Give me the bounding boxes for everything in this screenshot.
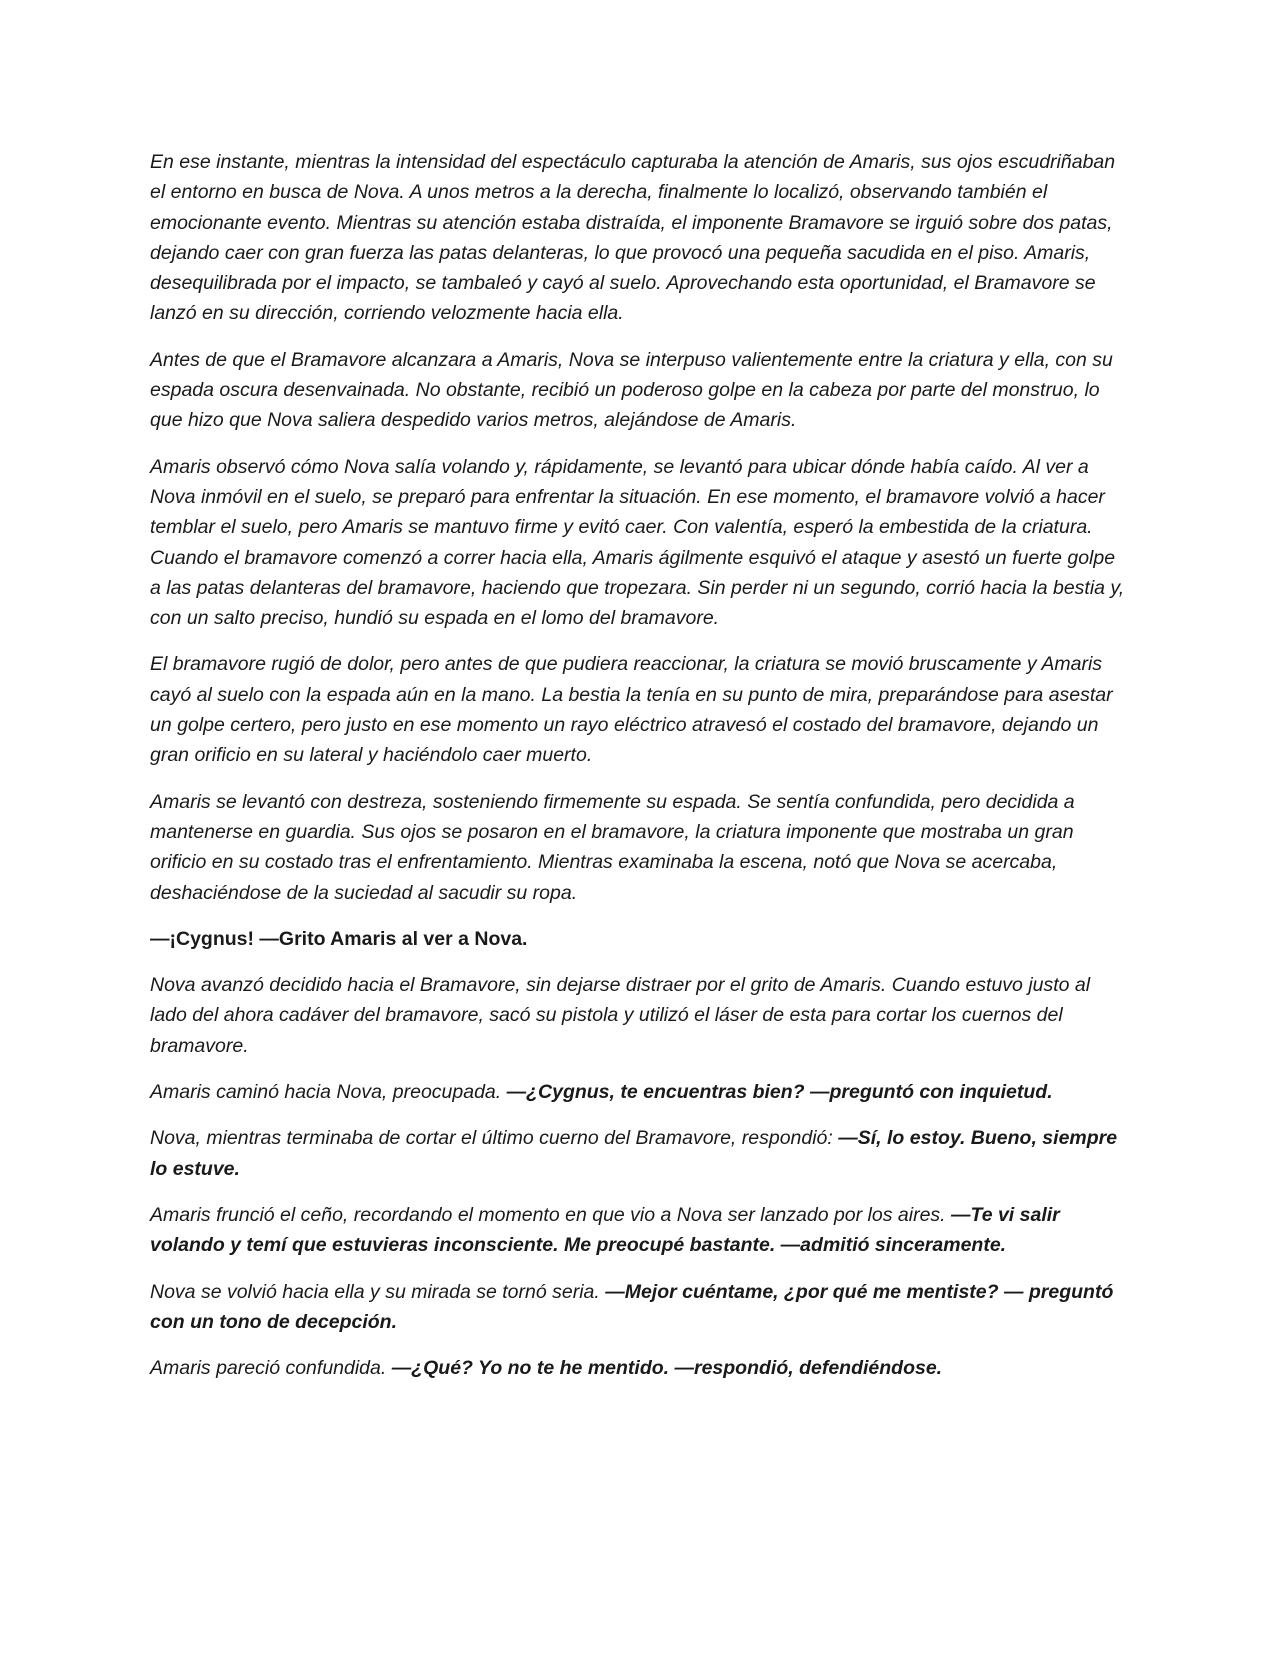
dialogue-text: —Te vi salir volando y temí que estuvieras inconsciente. Me preocupé bastante. —admitió sinceramente. (150, 1203, 1060, 1257)
narration-text: Amaris caminó hacia Nova, preocupada. (150, 1081, 507, 1104)
narration-text: Amaris frunció el ceño, recordando el momento en que vio a Nova ser lanzado por los aires. (150, 1203, 952, 1226)
paragraph-1 (150, 147, 1130, 329)
paragraph-8 (150, 1077, 1130, 1107)
document-page (150, 147, 1130, 1399)
paragraph-11 (150, 1277, 1130, 1338)
paragraph-4 (150, 649, 1130, 770)
dialogue-text: —Mejor cuéntame, ¿por qué me mentiste? — preguntó con un tono de decepción. (150, 1280, 1114, 1333)
paragraph-5 (150, 787, 1130, 908)
dialogue-text: —Sí, lo estoy. Bueno, siempre lo estuve. (150, 1127, 1118, 1180)
narration-text: Nova se volvió hacia ella y su mirada se tornó seria. (150, 1280, 606, 1303)
narration-text: Antes de que el Bramavore alcanzara a Amaris, Nova se interpuso valientemente entre la criatura y ella, con su espada oscura desenvainada. No obstante, recibió un poderoso golpe en la cabeza por parte del monstruo, lo que hizo que Nova saliera despedido varios metros, alejándose de Amaris. (150, 348, 1113, 432)
narration-text: Nova avanzó decidido hacia el Bramavore, sin dejarse distraer por el grito de Amaris. Cuando estuvo justo al lado del ahora cadáver del bramavore, sacó su pistola y utilizó el láser de esta para cortar los cuernos del bramavore. (150, 974, 1091, 1057)
paragraph-9 (150, 1123, 1130, 1184)
paragraph-3 (150, 452, 1130, 634)
narration-text: Amaris pareció confundida. (150, 1357, 392, 1380)
narration-text: Amaris observó cómo Nova salía volando y, rápidamente, se levantó para ubicar dónde había caído. Al ver a Nova inmóvil en el suelo, se preparó para enfrentar la situación. En ese momento, el bramavore volvió a hacer temblar el suelo, pero Amaris se mantuvo firme y evitó caer. Con valentía, esperó la embestida de la criatura. Cuando el bramavore comenzó a correr hacia ella, Amaris ágilmente esquivó el ataque y asestó un fuerte golpe a las patas delanteras del bramavore, haciendo que tropezara. Sin perder ni un segundo, corrió hacia la bestia y, con un salto preciso, hundió su espada en el lomo del bramavore. (150, 455, 1125, 630)
paragraph-12 (150, 1353, 1130, 1383)
narration-text: Nova, mientras terminaba de cortar el último cuerno del Bramavore, respondió: (150, 1127, 839, 1150)
narration-text: Amaris se levantó con destreza, sosteniendo firmemente su espada. Se sentía confundida, pero decidida a mantenerse en guardia. Sus ojos se posaron en el bramavore, la criatura imponente que mostraba un gran orificio en su costado tras el enfrentamiento. Mientras examinaba la escena, notó que Nova se acercaba, deshaciéndose de la suciedad al sacudir su ropa. (150, 790, 1075, 904)
paragraph-10 (150, 1200, 1130, 1261)
narration-text: El bramavore rugió de dolor, pero antes de que pudiera reaccionar, la criatura se movió bruscamente y Amaris cayó al suelo con la espada aún en la mano. La bestia la tenía en su punto de mira, preparándose para asestar un golpe certero, pero justo en ese momento un rayo eléctrico atravesó el costado del bramavore, dejando un gran orificio en su lateral y haciéndolo caer muerto. (150, 653, 1113, 767)
dialogue-text: —¿Qué? Yo no te he mentido. —respondió, defendiéndose. (391, 1357, 943, 1380)
dialogue-text: —¿Cygnus, te encuentras bien? —preguntó con inquietud. (506, 1081, 1053, 1104)
dialogue-text: —¡Cygnus! —Grito Amaris al ver a Nova. (150, 927, 528, 950)
narration-text: En ese instante, mientras la intensidad del espectáculo capturaba la atención de Amaris, sus ojos escudriñaban el entorno en busca de Nova. A unos metros a la derecha, finalmente lo localizó, observando también el emocionante evento. Mientras su atención estaba distraída, el imponente Bramavore se irguió sobre dos patas, dejando caer con gran fuerza las patas delanteras, lo que provocó una pequeña sacudida en el piso. Amaris, desequilibrada por el impacto, se tambaleó y cayó al suelo. Aprovechando esta oportunidad, el Bramavore se lanzó en su dirección, corriendo velozmente hacia ella. (150, 151, 1116, 325)
paragraph-6 (150, 924, 1130, 954)
paragraph-7 (150, 970, 1130, 1061)
paragraph-2 (150, 345, 1130, 436)
